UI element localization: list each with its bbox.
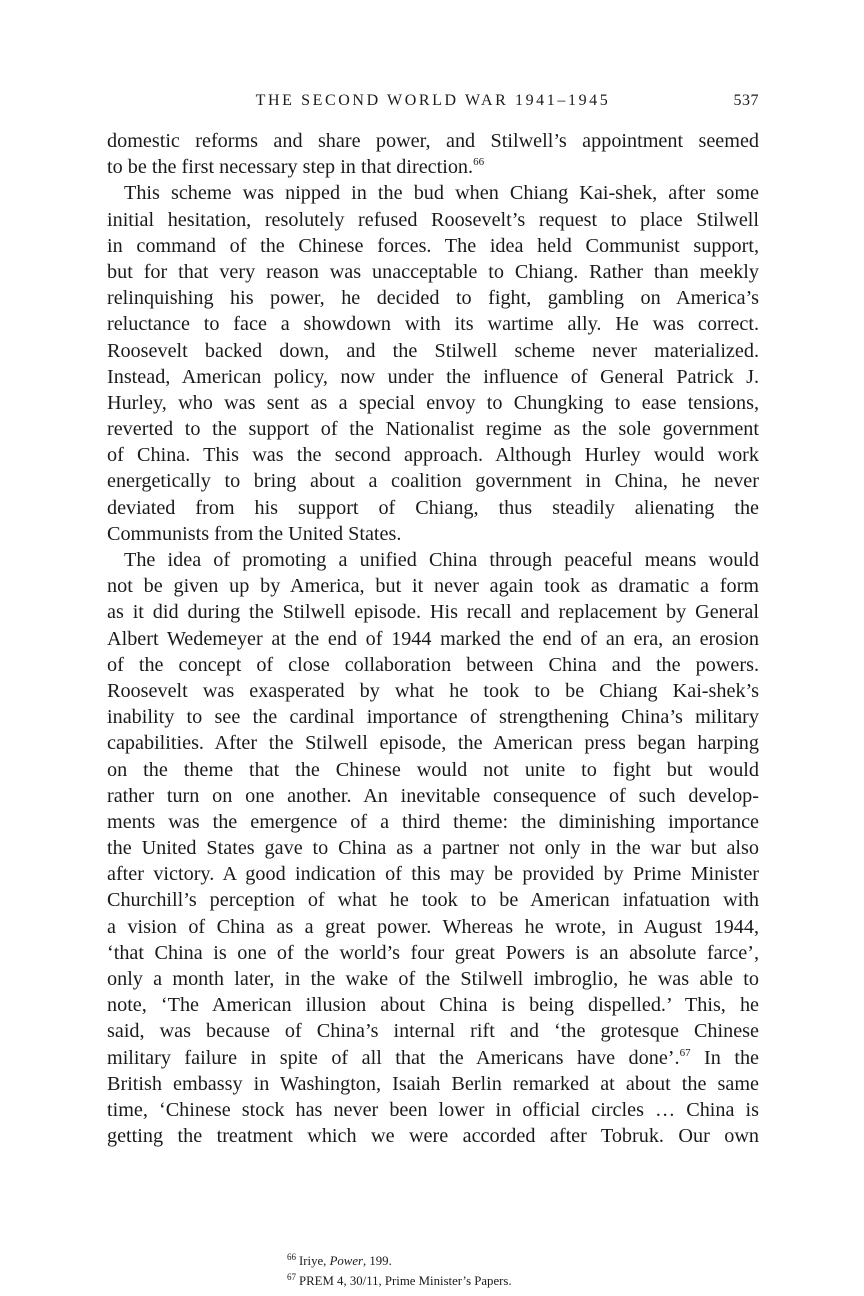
- line-text: after victory. A good indication of this may be provided by Prime Minister: [107, 863, 759, 886]
- line-text: getting the treatment which we were accorded after Tobruk. Our own: [107, 1125, 759, 1148]
- text-line: [107, 704, 759, 730]
- text-line: [107, 1071, 759, 1097]
- line-text: Albert Wedemeyer at the end of 1944 marked the end of an era, an erosion: [107, 627, 759, 650]
- line-text: Churchill’s perception of what he took to be American infatuation with: [107, 889, 759, 912]
- line-text: reverted to the support of the Nationalist regime as the sole government: [107, 418, 759, 441]
- line-text: This scheme was nipped in the bud when Chiang Kai-shek, after some: [124, 182, 759, 205]
- text-line: [107, 835, 759, 861]
- line-text: Roosevelt was exasperated by what he took to be Chiang Kai-shek’s: [107, 679, 759, 702]
- text-line: [107, 285, 759, 311]
- line-text: The idea of promoting a unified China through peaceful means would: [124, 549, 759, 571]
- text-line: [107, 468, 759, 494]
- footnote-number: 66: [287, 1252, 296, 1262]
- text-line: [107, 783, 759, 809]
- text-line: [107, 966, 759, 992]
- line-text: of China. This was the second approach. Although Hurley would work: [107, 444, 759, 467]
- line-text: the United States gave to China as a partner not only in the war but also: [107, 837, 759, 860]
- text-line: [107, 495, 759, 521]
- text-line: [107, 259, 759, 285]
- text-line: [107, 992, 759, 1018]
- footnote-marker: 67: [679, 1046, 691, 1059]
- line-text: said, was because of China’s internal rift and ‘the grotesque Chinese: [107, 1020, 759, 1043]
- line-text: time, ‘Chinese stock has never been lower in official circles … China is: [107, 1098, 759, 1121]
- text-line: [107, 599, 759, 625]
- line-text: military failure in spite of all that the Americans have done’.: [107, 1046, 680, 1069]
- text-line: [107, 1097, 759, 1123]
- text-line: [107, 1045, 759, 1071]
- text-line: [107, 730, 759, 756]
- line-text: rather turn on one another. An inevitable consequence of such develop-: [107, 784, 759, 807]
- text-line: [107, 311, 759, 337]
- line-text: of the concept of close collaboration between China and the powers.: [107, 653, 759, 676]
- text-line: [107, 416, 759, 442]
- text-line: [107, 573, 759, 599]
- line-text: to be the first necessary step in that direction.: [107, 156, 474, 179]
- running-title: THE SECOND WORLD WAR 1941–1945: [255, 92, 611, 109]
- footnote-number: 67: [287, 1272, 296, 1282]
- line-text: domestic reforms and share power, and Stilwell’s appointment seemed: [107, 130, 759, 152]
- footnote-text-end: , 199.: [362, 1254, 392, 1268]
- line-text: Hurley, who was sent as a special envoy to Chungking to ease tensions,: [107, 391, 759, 414]
- footnote-title: Power: [329, 1254, 363, 1268]
- line-text: initial hesitation, resolutely refused Roosevelt’s request to place Stilwell: [107, 208, 759, 231]
- text-line: [107, 364, 759, 390]
- text-line: [107, 1018, 759, 1044]
- line-text: capabilities. After the Stilwell episode, the American press began harping: [107, 732, 759, 755]
- footnote-text: Iriye,: [299, 1254, 330, 1268]
- line-text: note, ‘The American illusion about China is being dispelled.’ This, he: [107, 994, 759, 1017]
- text-line: [107, 626, 759, 652]
- text-line: [107, 678, 759, 704]
- line-text: reluctance to face a showdown with its wartime ally. He was correct.: [107, 313, 759, 336]
- text-line: [107, 338, 759, 364]
- line-text: on the theme that the Chinese would not unite to fight but would: [107, 758, 759, 781]
- line-text-continued: In the: [690, 1046, 759, 1069]
- line-text: British embassy in Washington, Isaiah Berlin remarked at about the same: [107, 1072, 759, 1095]
- footnote-marker: 66: [473, 156, 485, 169]
- text-line: [107, 154, 759, 180]
- line-text: relinquishing his power, he decided to fight, gambling on America’s: [107, 287, 759, 310]
- line-text: only a month later, in the wake of the Stilwell imbroglio, he was able to: [107, 968, 759, 990]
- line-text: ments was the emergence of a third theme: the diminishing importance: [107, 810, 759, 833]
- text-line: [107, 914, 759, 940]
- text-line: [107, 442, 759, 468]
- footnote-text: PREM 4, 30/11, Prime Minister’s Papers.: [299, 1274, 512, 1288]
- text-line: [107, 233, 759, 259]
- footnotes: [287, 1251, 512, 1291]
- running-head: [107, 92, 759, 116]
- text-line: [107, 521, 759, 547]
- footnote: [287, 1251, 512, 1271]
- page-number: 537: [733, 92, 759, 109]
- text-line: [107, 861, 759, 887]
- text-line: [107, 207, 759, 233]
- line-text: a vision of China as a great power. Whereas he wrote, in August 1944,: [107, 915, 759, 938]
- line-text: Communists from the United States.: [107, 522, 402, 545]
- text-line: [107, 887, 759, 913]
- line-text: ‘that China is one of the world’s four great Powers is an absolute farce’,: [107, 941, 759, 964]
- text-line: [107, 940, 759, 966]
- text-line: [107, 547, 759, 573]
- line-text: in command of the Chinese forces. The idea held Communist support,: [107, 234, 759, 257]
- line-text: not be given up by America, but it never again took as dramatic a form: [107, 575, 759, 598]
- line-text: as it did during the Stilwell episode. His recall and replacement by General: [107, 601, 759, 624]
- text-line: [107, 128, 759, 154]
- text-line: [107, 390, 759, 416]
- text-line: [107, 1123, 759, 1149]
- line-text: deviated from his support of Chiang, thus steadily alienating the: [107, 496, 759, 519]
- text-line: [107, 180, 759, 206]
- line-text: inability to see the cardinal importance of strengthening China’s military: [107, 706, 759, 729]
- text-line: [107, 652, 759, 678]
- line-text: Roosevelt backed down, and the Stilwell scheme never materialized.: [107, 339, 759, 362]
- line-text: Instead, American policy, now under the influence of General Patrick J.: [107, 365, 759, 388]
- text-line: [107, 757, 759, 783]
- line-text: but for that very reason was unacceptable to Chiang. Rather than meekly: [107, 260, 759, 283]
- line-text: energetically to bring about a coalition government in China, he never: [107, 470, 759, 493]
- footnote: [287, 1271, 512, 1291]
- body-text: [107, 128, 759, 1149]
- text-line: [107, 809, 759, 835]
